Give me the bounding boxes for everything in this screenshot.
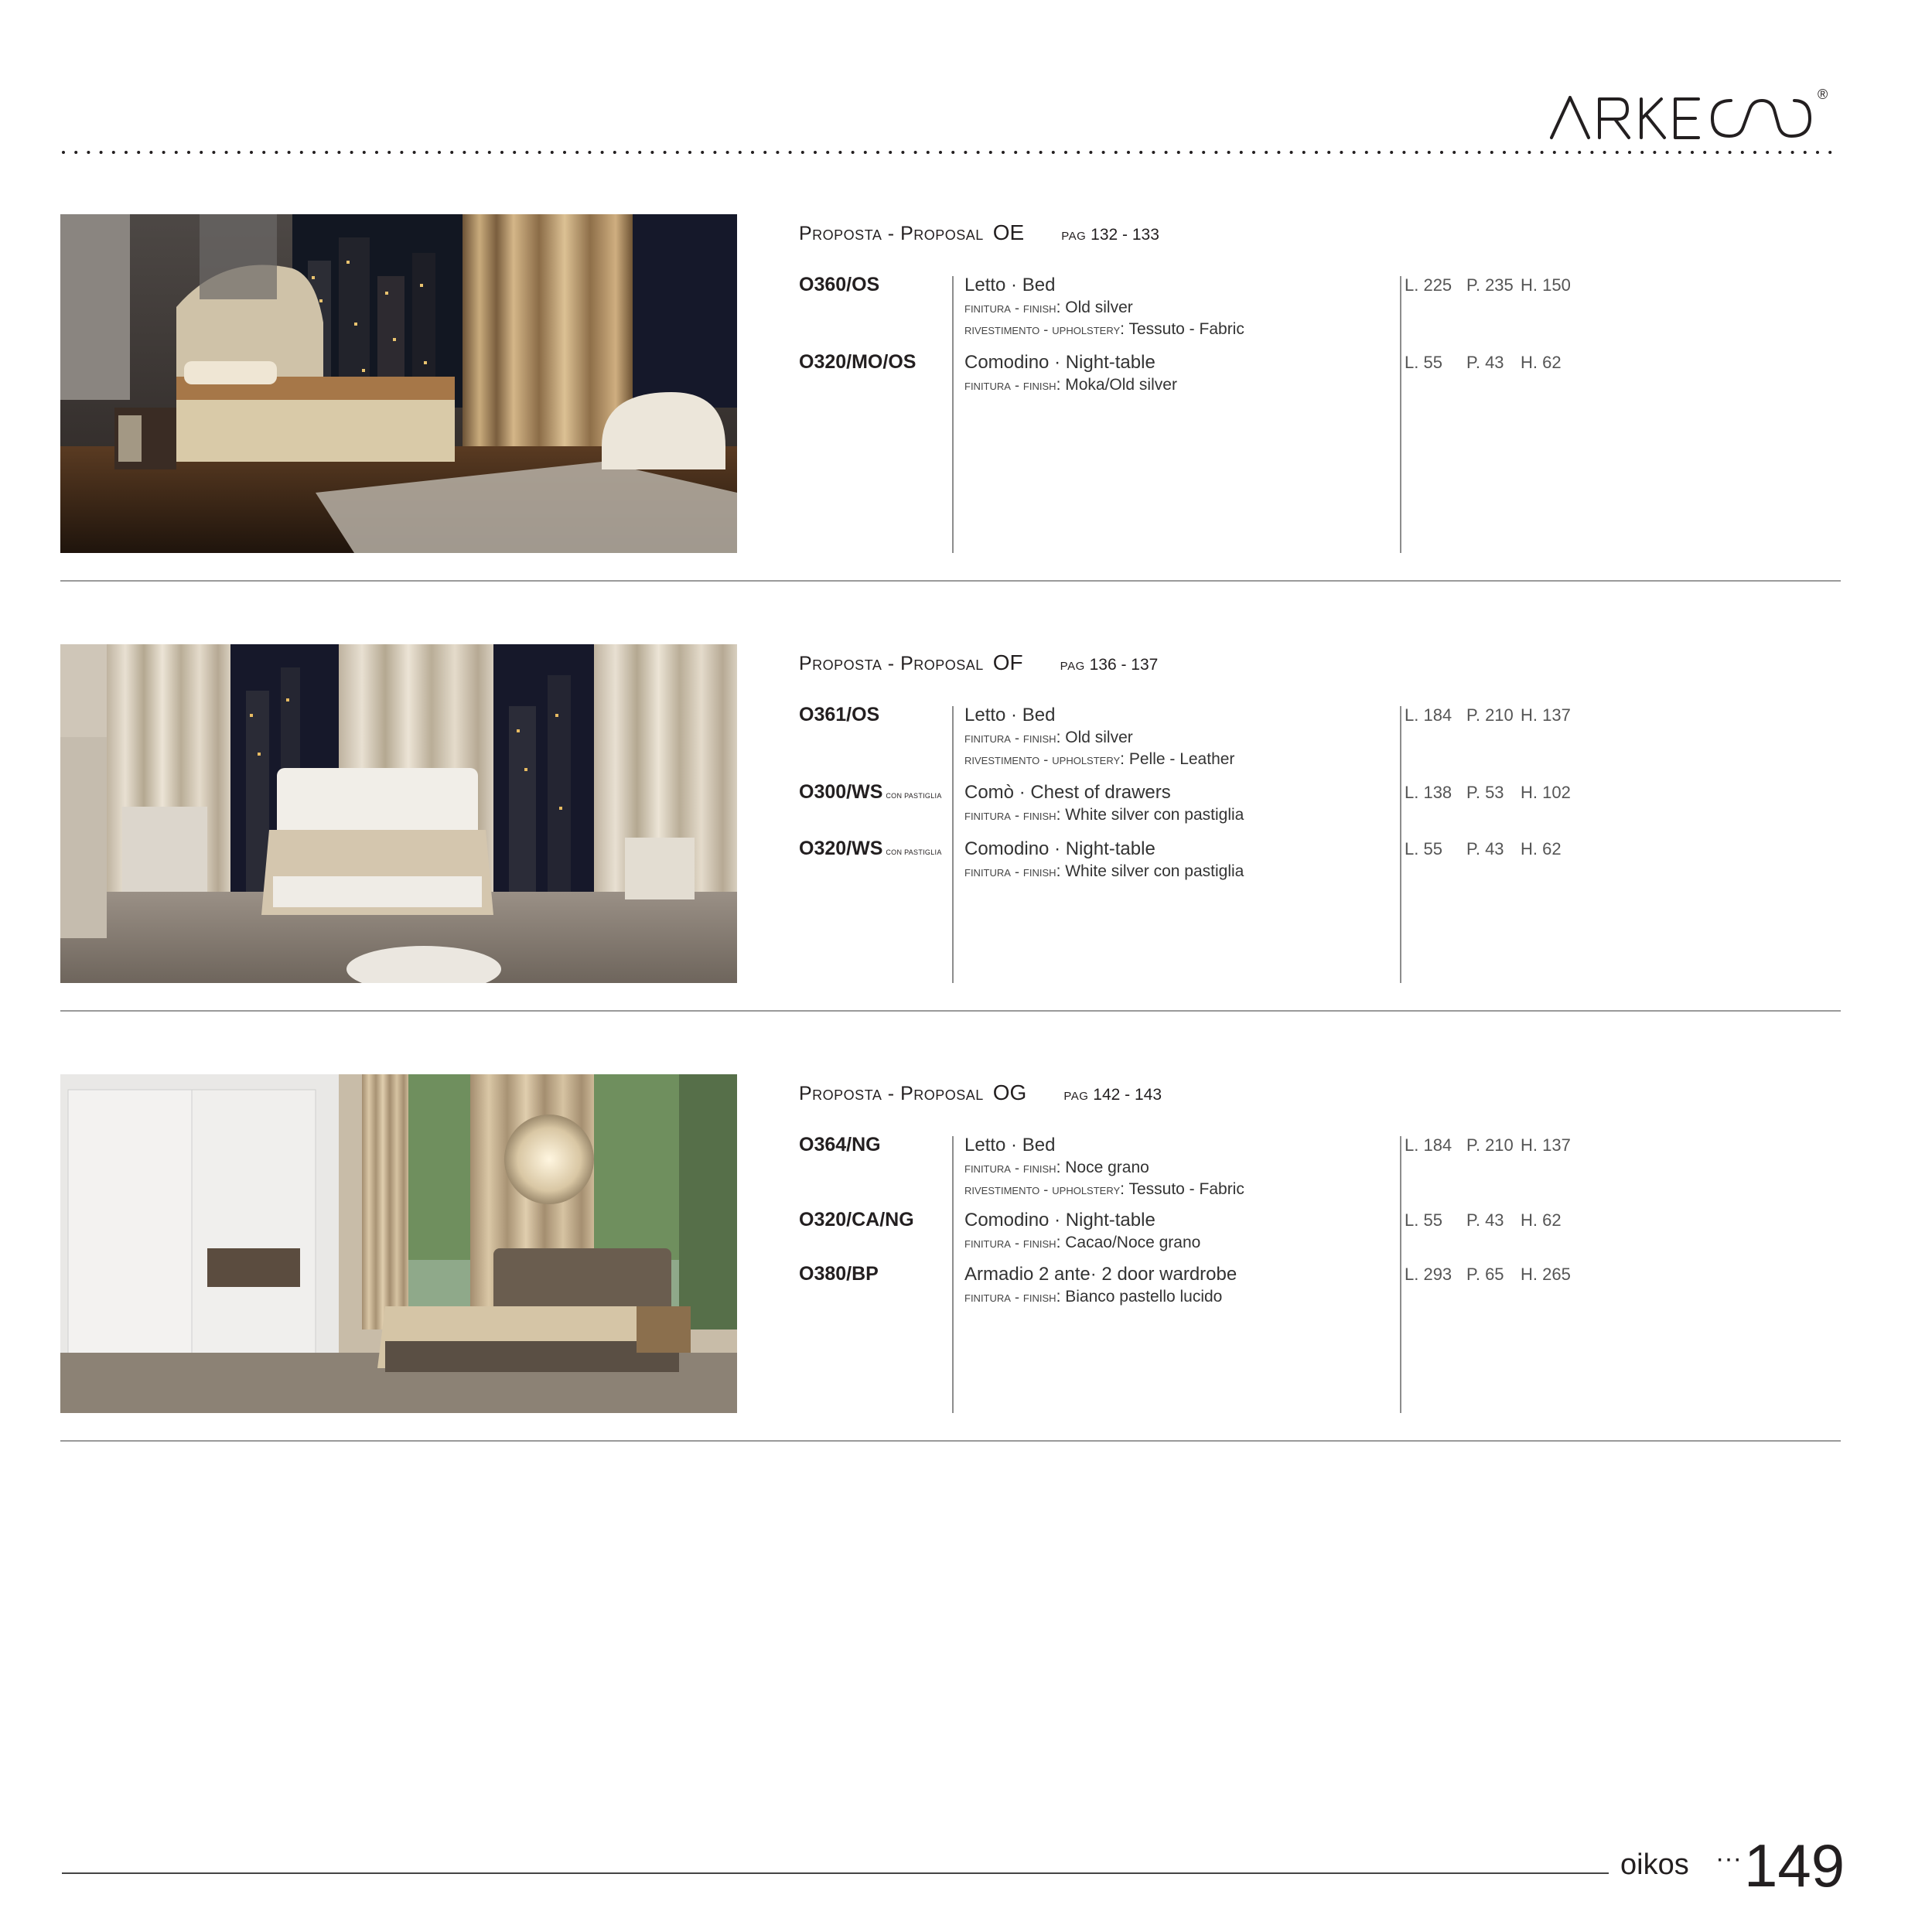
product-code bbox=[799, 1263, 879, 1285]
photo-bedroom-oe bbox=[60, 214, 737, 553]
column-divider bbox=[952, 1136, 954, 1413]
product-code-tag: CON PASTIGLIA bbox=[886, 792, 942, 800]
footer-dots: ··· bbox=[1715, 1844, 1742, 1873]
product-description bbox=[964, 1263, 1237, 1308]
upholstery-label: rivestimento - upholstery bbox=[964, 752, 1121, 767]
finish-value: Old silver bbox=[1065, 729, 1133, 746]
proposal-section-oe bbox=[60, 214, 1841, 555]
dimensions bbox=[1405, 1210, 1562, 1231]
upholstery-line: rivestimento - upholstery: Tessuto - Fabric bbox=[964, 1180, 1244, 1198]
finish-line: finitura - finish: Bianco pastello lucido bbox=[964, 1288, 1223, 1306]
dimensions bbox=[1405, 1135, 1571, 1155]
section-divider bbox=[60, 1440, 1841, 1442]
dotted-rule bbox=[62, 148, 1841, 156]
column-divider bbox=[1400, 1136, 1401, 1413]
finish-line: finitura - finish: Cacao/Noce grano bbox=[964, 1234, 1201, 1251]
product-description bbox=[964, 704, 1234, 770]
finish-value: Cacao/Noce grano bbox=[1065, 1234, 1201, 1251]
dimensions bbox=[1405, 1265, 1571, 1285]
dim-depth: P. 210 bbox=[1466, 1135, 1514, 1155]
product-name: Comodino · Night-table bbox=[964, 1210, 1155, 1231]
dim-height: H. 137 bbox=[1521, 705, 1571, 725]
finish-label: finitura - finish bbox=[964, 807, 1056, 823]
column-divider bbox=[1400, 276, 1401, 553]
product-name: Letto · Bed bbox=[964, 705, 1056, 725]
proposal-code: OE bbox=[992, 220, 1025, 244]
page-number: 149 bbox=[1744, 1831, 1845, 1900]
finish-label: finitura - finish bbox=[964, 1235, 1056, 1251]
finish-label: finitura - finish bbox=[964, 730, 1056, 746]
proposal-section-of bbox=[60, 644, 1841, 985]
finish-value: White silver con pastiglia bbox=[1065, 806, 1244, 824]
product-code-text: O320/WS bbox=[799, 838, 883, 859]
proposal-pages: 142 - 143 bbox=[1093, 1086, 1162, 1104]
finish-line: finitura - finish: Moka/Old silver bbox=[964, 376, 1177, 394]
dim-height: H. 62 bbox=[1521, 1210, 1562, 1230]
dim-length: L. 225 bbox=[1405, 275, 1452, 295]
product-code bbox=[799, 1134, 881, 1156]
column-divider bbox=[952, 706, 954, 983]
product-name: Comodino · Night-table bbox=[964, 838, 1155, 859]
footer-collection-name: oikos bbox=[1620, 1848, 1689, 1881]
proposal-label: Proposta - Proposal bbox=[799, 1083, 984, 1104]
dim-length: L. 184 bbox=[1405, 1135, 1452, 1155]
dim-height: H. 102 bbox=[1521, 783, 1571, 802]
product-code-text: O361/OS bbox=[799, 704, 880, 725]
finish-label: finitura - finish bbox=[964, 1160, 1056, 1176]
product-description bbox=[964, 1209, 1200, 1254]
proposal-heading bbox=[799, 220, 1159, 245]
upholstery-value: Tessuto - Fabric bbox=[1128, 320, 1244, 338]
dim-length: L. 55 bbox=[1405, 839, 1442, 858]
proposal-label: Proposta - Proposal bbox=[799, 223, 984, 244]
proposal-heading bbox=[799, 650, 1158, 675]
pag-label: pag bbox=[1060, 656, 1085, 674]
proposal-section-og bbox=[60, 1074, 1841, 1415]
dim-depth: P. 43 bbox=[1466, 839, 1504, 858]
finish-line: finitura - finish: Old silver bbox=[964, 299, 1133, 316]
pag-label: pag bbox=[1063, 1086, 1089, 1104]
product-description bbox=[964, 1134, 1244, 1200]
dim-height: H. 137 bbox=[1521, 1135, 1571, 1155]
finish-label: finitura - finish bbox=[964, 1289, 1056, 1305]
column-divider bbox=[1400, 706, 1401, 983]
upholstery-label: rivestimento - upholstery bbox=[964, 1182, 1121, 1197]
upholstery-line: rivestimento - upholstery: Pelle - Leather bbox=[964, 750, 1235, 768]
photo-bedroom-og bbox=[60, 1074, 737, 1413]
product-code-text: O364/NG bbox=[799, 1134, 881, 1155]
arkeos-logo bbox=[1547, 84, 1841, 153]
finish-line: finitura - finish: Noce grano bbox=[964, 1159, 1149, 1176]
proposal-pages: 136 - 137 bbox=[1089, 656, 1159, 674]
proposal-label: Proposta - Proposal bbox=[799, 653, 984, 674]
dimensions bbox=[1405, 353, 1562, 373]
product-code-text: O360/OS bbox=[799, 274, 880, 295]
finish-value: Noce grano bbox=[1065, 1159, 1149, 1176]
product-name: Letto · Bed bbox=[964, 1135, 1056, 1155]
finish-value: White silver con pastiglia bbox=[1065, 862, 1244, 880]
product-code-text: O320/MO/OS bbox=[799, 351, 917, 373]
product-name: Letto · Bed bbox=[964, 275, 1056, 295]
finish-line: finitura - finish: White silver con pastiglia bbox=[964, 862, 1244, 880]
product-code-text: O380/BP bbox=[799, 1263, 879, 1285]
finish-value: Old silver bbox=[1065, 299, 1133, 316]
upholstery-value: Tessuto - Fabric bbox=[1128, 1180, 1244, 1198]
dim-length: L. 138 bbox=[1405, 783, 1452, 802]
proposal-code: OF bbox=[992, 650, 1023, 674]
product-code bbox=[799, 838, 942, 860]
dim-height: H. 265 bbox=[1521, 1265, 1571, 1284]
proposal-pages: 132 - 133 bbox=[1091, 226, 1159, 244]
product-code bbox=[799, 351, 916, 374]
photo-bedroom-of bbox=[60, 644, 737, 983]
upholstery-label: rivestimento - upholstery bbox=[964, 322, 1121, 337]
product-code-text: O320/CA/NG bbox=[799, 1209, 914, 1231]
dimensions bbox=[1405, 705, 1571, 725]
dim-length: L. 293 bbox=[1405, 1265, 1452, 1284]
proposal-code: OG bbox=[992, 1080, 1027, 1104]
dim-height: H. 62 bbox=[1521, 353, 1562, 372]
dimensions bbox=[1405, 839, 1562, 859]
product-description bbox=[964, 351, 1177, 396]
finish-value: Bianco pastello lucido bbox=[1065, 1288, 1223, 1306]
section-divider bbox=[60, 580, 1841, 582]
product-name: Comò · Chest of drawers bbox=[964, 782, 1171, 803]
product-description bbox=[964, 781, 1244, 826]
proposal-heading bbox=[799, 1080, 1162, 1105]
product-description bbox=[964, 838, 1244, 882]
product-code-tag: CON PASTIGLIA bbox=[886, 848, 942, 856]
finish-label: finitura - finish bbox=[964, 377, 1056, 393]
finish-value: Moka/Old silver bbox=[1065, 376, 1177, 394]
dimensions bbox=[1405, 783, 1571, 803]
dim-depth: P. 43 bbox=[1466, 353, 1504, 372]
product-name: Armadio 2 ante· 2 door wardrobe bbox=[964, 1264, 1237, 1285]
registered-mark: ® bbox=[1818, 87, 1828, 102]
dim-length: L. 184 bbox=[1405, 705, 1452, 725]
product-code bbox=[799, 781, 942, 804]
dim-height: H. 62 bbox=[1521, 839, 1562, 858]
dim-depth: P. 43 bbox=[1466, 1210, 1504, 1230]
product-code bbox=[799, 1209, 914, 1231]
product-description bbox=[964, 274, 1244, 340]
upholstery-value: Pelle - Leather bbox=[1128, 750, 1235, 768]
finish-line: finitura - finish: White silver con pastiglia bbox=[964, 806, 1244, 824]
upholstery-line: rivestimento - upholstery: Tessuto - Fabric bbox=[964, 320, 1244, 338]
finish-line: finitura - finish: Old silver bbox=[964, 729, 1133, 746]
dim-height: H. 150 bbox=[1521, 275, 1571, 295]
dim-length: L. 55 bbox=[1405, 1210, 1442, 1230]
dimensions bbox=[1405, 275, 1571, 295]
dim-length: L. 55 bbox=[1405, 353, 1442, 372]
product-name: Comodino · Night-table bbox=[964, 352, 1155, 373]
column-divider bbox=[952, 276, 954, 553]
section-divider bbox=[60, 1010, 1841, 1012]
pag-label: pag bbox=[1061, 226, 1087, 244]
dim-depth: P. 235 bbox=[1466, 275, 1514, 295]
product-code bbox=[799, 704, 879, 726]
finish-label: finitura - finish bbox=[964, 864, 1056, 879]
product-code-text: O300/WS bbox=[799, 781, 883, 803]
finish-label: finitura - finish bbox=[964, 300, 1056, 316]
dim-depth: P. 53 bbox=[1466, 783, 1504, 802]
dim-depth: P. 210 bbox=[1466, 705, 1514, 725]
product-code bbox=[799, 274, 879, 296]
footer-rule bbox=[62, 1872, 1609, 1874]
dim-depth: P. 65 bbox=[1466, 1265, 1504, 1284]
